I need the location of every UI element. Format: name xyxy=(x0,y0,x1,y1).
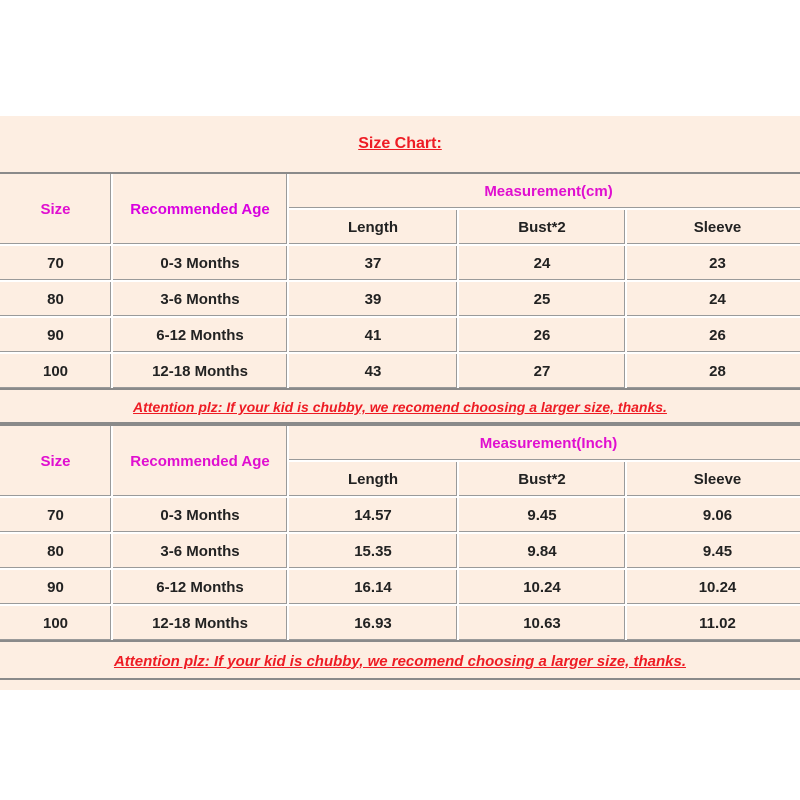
cell-sleeve: 26 xyxy=(627,318,800,352)
cell-length: 39 xyxy=(289,282,457,316)
measurement-header: Measurement(cm) xyxy=(289,174,800,208)
cell-age: 12-18 Months xyxy=(113,354,287,388)
cell-sleeve: 11.02 xyxy=(627,606,800,640)
column-header-sleeve: Sleeve xyxy=(627,210,800,244)
cell-sleeve: 9.45 xyxy=(627,534,800,568)
cell-sleeve: 23 xyxy=(627,246,800,280)
column-header-length: Length xyxy=(289,462,457,496)
cell-bust: 27 xyxy=(459,354,625,388)
cell-size: 70 xyxy=(0,498,111,532)
attention-note: Attention plz: If your kid is chubby, we recomend choosing a larger size, thanks. xyxy=(0,644,800,680)
cell-size: 90 xyxy=(0,570,111,604)
cell-length: 14.57 xyxy=(289,498,457,532)
size-chart xyxy=(0,116,800,690)
cell-sleeve: 10.24 xyxy=(627,570,800,604)
cell-length: 43 xyxy=(289,354,457,388)
cell-age: 0-3 Months xyxy=(113,498,287,532)
size-header: Size xyxy=(0,174,111,244)
cell-size: 100 xyxy=(0,354,111,388)
chart-title: Size Chart: xyxy=(358,135,442,152)
cell-length: 16.93 xyxy=(289,606,457,640)
cell-age: 3-6 Months xyxy=(113,534,287,568)
cell-sleeve: 28 xyxy=(627,354,800,388)
cell-sleeve: 24 xyxy=(627,282,800,316)
cell-age: 0-3 Months xyxy=(113,246,287,280)
column-header-sleeve: Sleeve xyxy=(627,462,800,496)
cell-size: 70 xyxy=(0,246,111,280)
cell-size: 80 xyxy=(0,282,111,316)
column-header-bust: Bust*2 xyxy=(459,462,625,496)
cell-age: 6-12 Months xyxy=(113,318,287,352)
cell-age: 6-12 Months xyxy=(113,570,287,604)
column-header-length: Length xyxy=(289,210,457,244)
cell-size: 80 xyxy=(0,534,111,568)
cell-length: 15.35 xyxy=(289,534,457,568)
cell-bust: 26 xyxy=(459,318,625,352)
cell-length: 16.14 xyxy=(289,570,457,604)
age-header: Recommended Age xyxy=(113,426,287,496)
cell-age: 3-6 Months xyxy=(113,282,287,316)
cell-size: 100 xyxy=(0,606,111,640)
size-header: Size xyxy=(0,426,111,496)
cell-bust: 24 xyxy=(459,246,625,280)
cell-size: 90 xyxy=(0,318,111,352)
measurement-header: Measurement(Inch) xyxy=(289,426,800,460)
cell-bust: 10.63 xyxy=(459,606,625,640)
cell-length: 41 xyxy=(289,318,457,352)
cell-bust: 9.84 xyxy=(459,534,625,568)
cell-bust: 10.24 xyxy=(459,570,625,604)
size-table-cm xyxy=(0,172,800,390)
cell-bust: 25 xyxy=(459,282,625,316)
attention-note: Attention plz: If your kid is chubby, we recomend choosing a larger size, thanks. xyxy=(0,392,800,424)
size-table-inch xyxy=(0,424,800,642)
cell-length: 37 xyxy=(289,246,457,280)
cell-age: 12-18 Months xyxy=(113,606,287,640)
cell-sleeve: 9.06 xyxy=(627,498,800,532)
column-header-bust: Bust*2 xyxy=(459,210,625,244)
cell-bust: 9.45 xyxy=(459,498,625,532)
age-header: Recommended Age xyxy=(113,174,287,244)
